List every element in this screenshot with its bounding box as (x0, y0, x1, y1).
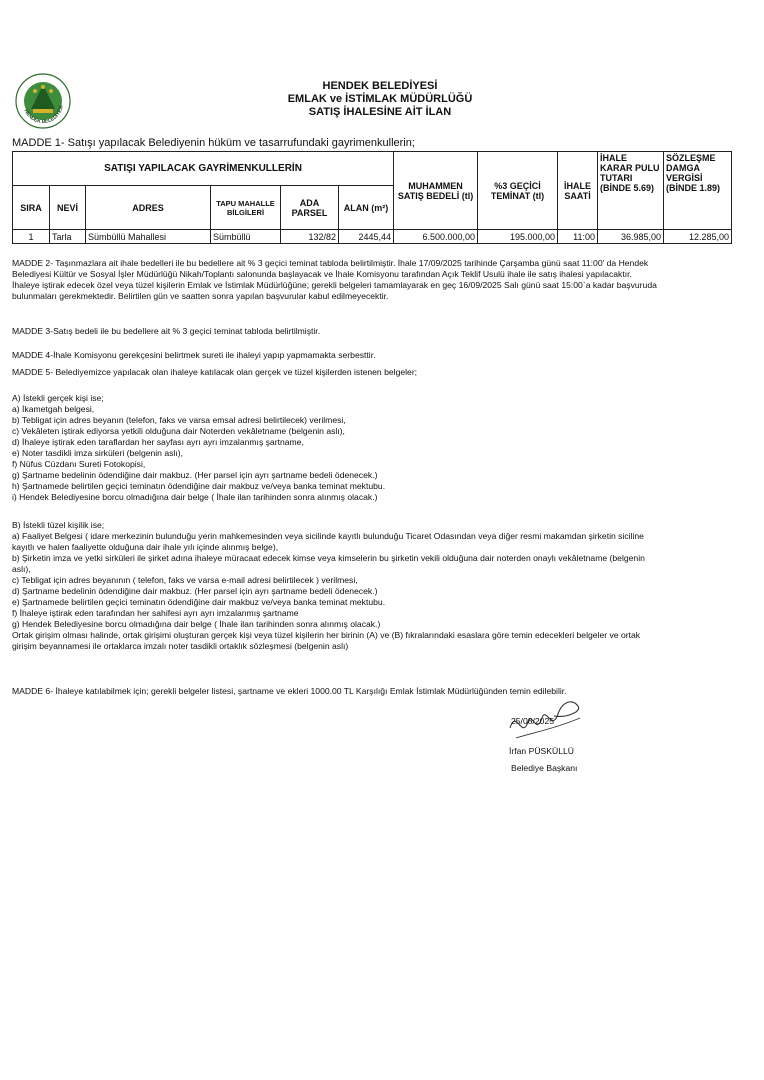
svg-text:HENDEK BELEDİYESİ: HENDEK BELEDİYESİ (22, 104, 65, 126)
document-header (200, 80, 560, 119)
madde-1: MADDE 1- Satışı yapılacak Belediyenin hüküm ve tasarrufundaki gayrimenkullerin; (12, 137, 415, 149)
madde-2-line: MADDE 2- Taşınmazlara ait ihale bedelleri ile bu bedellere ait % 3 geçici teminat tabloda belirtilmiştir. İhale 17/09/2025 tarihinde Çarşamba günü saat 11:00' da Hendek (12, 258, 649, 268)
list-item: kayıtlı ve halen faaliyette olduğuna dair ihale yılı içinde alınmış belge), (12, 542, 279, 552)
col-sira: SIRA (13, 186, 50, 230)
cell-karar: 36.985,00 (598, 230, 664, 244)
header-line-1: HENDEK BELEDİYESİ (322, 80, 438, 92)
list-item: h) Şartnamede belirtilen geçici teminatın ödendiğine dair makbuz ve/veya banka teminat mektubu. (12, 481, 386, 491)
section-a-title: A) İstekli gerçek kişi ise; (12, 393, 104, 403)
cell-teminat: 195.000,00 (478, 230, 558, 244)
list-item: b) Tebligat için adres beyanın (telefon, faks ve varsa emsal adresi belirtilecek) verilmesi, (12, 415, 346, 425)
cell-ada: 132/82 (281, 230, 339, 244)
madde-6: MADDE 6- İhaleye katılabilmek için; gerekli belgeler listesi, şartname ve ekleri 1000.00 TL Karşılığı Emlak İstimlak Müdürlüğünden temin edilebilir. (12, 686, 567, 696)
madde-3: MADDE 3-Satış bedeli ile bu bedellere ait % 3 geçici teminat tabloda belirtilmiştir. (12, 326, 321, 336)
list-item: a) İkametgah belgesi, (12, 404, 95, 414)
list-item: c) Vekâleten iştirak ediyorsa yetkili olduğuna dair Noterden vekâletname (belgenin aslı), (12, 426, 345, 436)
list-item: d) Şartname bedelinin ödendiğine dair makbuz. (Her parsel için ayrı şartname bedeli ödenecek.) (12, 586, 378, 596)
signer-title: Belediye Başkanı (511, 763, 578, 773)
section-a (12, 393, 734, 503)
list-item: e) Şartnamede belirtilen geçici teminatın ödendiğine dair makbuz ve/veya banka teminat mektubu. (12, 597, 386, 607)
madde-2-line: bulunmaları gerekmektedir. Belirtilen gün ve saatten sonra yapılan başvurular kabul edilmeyecektir. (12, 291, 389, 301)
table-row (13, 230, 732, 244)
col-ada: ADA PARSEL (281, 186, 339, 230)
municipality-logo (15, 73, 71, 129)
section-b-title: B) İstekli tüzel kişilik ise; (12, 520, 105, 530)
list-item: d) İhaleye iştirak eden taraflardan her sayfası ayrı ayrı imzalanmış şartname, (12, 437, 304, 447)
cell-nevi: Tarla (50, 230, 86, 244)
cell-adres: Sümbüllü Mahallesi (86, 230, 211, 244)
property-table (12, 151, 732, 244)
header-line-3: SATIŞ İHALESİNE AİT İLAN (308, 106, 452, 118)
list-item: g) Hendek Belediyesine borcu olmadığına dair belge ( İhale ilan tarihinden sonra alınmış olacak.) (12, 619, 381, 629)
cell-damga: 12.285,00 (664, 230, 732, 244)
cell-sira: 1 (13, 230, 50, 244)
col-alan: ALAN (m²) (339, 186, 394, 230)
col-adres: ADRES (86, 186, 211, 230)
list-item: f) İhaleye iştirak eden tarafından her sahifesi ayrı ayrı imzalanmış şartname (12, 608, 299, 618)
list-item: a) Faaliyet Belgesi ( idare merkezinin bulunduğu yerin mahkemesinden veya sicilinde kayıtlı bulunduğu Ticaret Odasından veya diğer resmi makamdan şirketin siciline (12, 531, 644, 541)
col-muhammen: MUHAMMEN SATIŞ BEDELİ (tl) (394, 152, 478, 230)
col-karar: İHALE KARAR PULU TUTARI (BİNDE 5.69) (598, 152, 664, 230)
list-item: c) Tebligat için adres beyanının ( telefon, faks ve varsa e-mail adresi belirtilecek ) verilmesi, (12, 575, 358, 585)
cell-alan: 2445,44 (339, 230, 394, 244)
cell-muhammen: 6.500.000,00 (394, 230, 478, 244)
section-b (12, 520, 734, 652)
cell-saat: 11:00 (558, 230, 598, 244)
list-item: g) Şartname bedelinin ödendiğine dair makbuz. (Her parsel için ayrı şartname bedeli ödenecek.) (12, 470, 378, 480)
list-item: b) Şirketin imza ve yetki sirküleri ile şirket adına ihaleye müracaat edecek kimse veya kimselerin bu şirketin vekili olduğuna dair noterden onaylı vekâletname (belgenin (12, 553, 645, 563)
col-nevi: NEVİ (50, 186, 86, 230)
madde-2 (12, 258, 734, 302)
list-item: girişim beyannamesi ile ortaklarca imzalı noter tasdikli ortaklık sözleşmesi (belgenin aslı) (12, 641, 349, 651)
madde-2-line: Belediyesi Kültür ve Sosyal İşler Müdürlüğü Nikah/Toplantı salonunda başlayacak ve İhale Komisyonu tarafından Açık Teklif Usulü ihale ile satış ihalesi yapılacaktır. (12, 269, 632, 279)
signer-name: İrfan PÜSKÜLLÜ (509, 746, 574, 756)
cell-tapu: Sümbüllü (211, 230, 281, 244)
list-item: aslı), (12, 564, 31, 574)
madde-5: MADDE 5- Belediyemizce yapılacak olan ihaleye katılacak olan gerçek ve tüzel kişilerden istenen belgeler; (12, 367, 418, 377)
col-tapu: TAPU MAHALLE BİLGİLERİ (211, 186, 281, 230)
list-item: i) Hendek Belediyesine borcu olmadığına dair belge ( İhale ilan tarihinden sonra alınmış olacak.) (12, 492, 378, 502)
table-group-header: SATIŞI YAPILACAK GAYRİMENKULLERİN (13, 152, 394, 186)
list-item: e) Noter tasdikli imza sirküleri (belgenin aslı), (12, 448, 183, 458)
col-teminat: %3 GEÇİCİ TEMİNAT (tl) (478, 152, 558, 230)
header-line-2: EMLAK ve İSTİMLAK MÜDÜRLÜĞÜ (287, 93, 473, 105)
col-damga: SÖZLEŞME DAMGA VERGİSİ (BİNDE 1.89) (664, 152, 732, 230)
madde-4: MADDE 4-İhale Komisyonu gerekçesini belirtmek sureti ile ihaleyi yapıp yapmamakta serbesttir. (12, 350, 376, 360)
list-item: Ortak girişim olması halinde, ortak girişimi oluşturan gerçek kişi veya tüzel kişilerin her birinin (A) ve (B) fıkralarındaki esaslara göre temin edecekleri belgeler ve ortak (12, 630, 641, 640)
signature-date: 25/08/2025 (511, 716, 555, 726)
col-saat: İHALE SAATİ (558, 152, 598, 230)
list-item: f) Nüfus Cüzdanı Sureti Fotokopisi, (12, 459, 146, 469)
madde-2-line: İhaleye iştirak edecek özel veya tüzel kişilerin Emlak ve İstimlak Müdürlüğüne; gerekli belgeleri tamamlayarak en geç 16/09/2025 Salı günü saat 15:00`a kadar başvuruda (12, 280, 657, 290)
